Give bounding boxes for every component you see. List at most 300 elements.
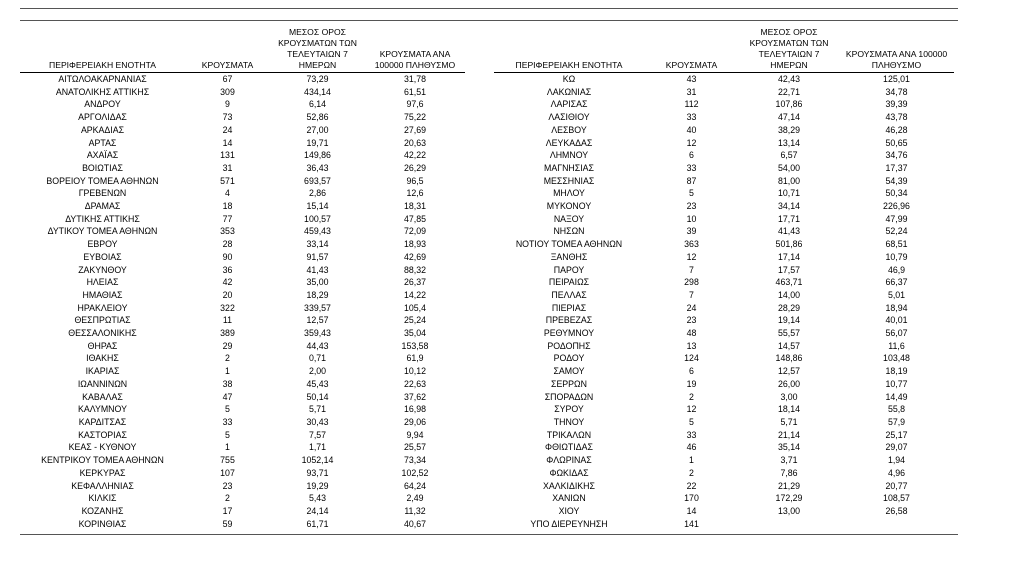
rate-per-100k-cell: 153,58 bbox=[401, 340, 429, 351]
region-name-cell: ΖΑΚΥΝΘΟΥ bbox=[78, 264, 127, 275]
region-name-cell: ΦΛΩΡΙΝΑΣ bbox=[546, 455, 592, 466]
table-row bbox=[20, 213, 465, 226]
rate-per-100k-cell: 25,57 bbox=[403, 442, 426, 453]
region-name-cell: ΚΟΡΙΝΘΙΑΣ bbox=[78, 518, 127, 529]
region-name-cell: ΥΠΟ ΔΙΕΡΕΥΝΗΣΗ bbox=[530, 518, 608, 529]
rate-per-100k-cell: 18,94 bbox=[885, 302, 908, 313]
avg-7day-cell: 35,14 bbox=[777, 442, 800, 453]
cases-cell: 12 bbox=[686, 137, 697, 148]
rate-per-100k-cell: 12,6 bbox=[406, 188, 424, 199]
rate-per-100k-cell: 4,96 bbox=[887, 467, 906, 478]
cases-cell: 29 bbox=[222, 340, 233, 351]
avg-7day-cell: 34,14 bbox=[777, 201, 800, 212]
region-name-cell: ΣΠΟΡΑΔΩΝ bbox=[544, 391, 594, 402]
avg-7day-cell: 35,00 bbox=[306, 277, 329, 288]
avg-7day-cell: 12,57 bbox=[777, 366, 800, 377]
avg-7day-cell: 5,71 bbox=[308, 404, 327, 415]
rate-per-100k-cell: 73,34 bbox=[403, 455, 426, 466]
region-name-cell: ΑΙΤΩΛΟΑΚΑΡΝΑΝΙΑΣ bbox=[58, 74, 147, 84]
region-name-cell: ΣΥΡΟΥ bbox=[554, 404, 584, 415]
avg-7day-cell: 13,00 bbox=[777, 505, 800, 516]
rate-per-100k-cell: 46,9 bbox=[887, 264, 906, 275]
table-row bbox=[494, 276, 954, 289]
rate-per-100k-cell: 14,22 bbox=[403, 289, 426, 300]
cases-cell: 31 bbox=[686, 86, 697, 97]
region-name-cell: ΤΡΙΚΑΛΩΝ bbox=[546, 429, 592, 440]
table-row bbox=[494, 480, 954, 493]
rate-per-100k-cell: 40,67 bbox=[403, 518, 426, 529]
region-name-cell: ΗΜΑΘΙΑΣ bbox=[82, 289, 123, 300]
cases-cell: 9 bbox=[225, 99, 230, 110]
region-name-cell: ΕΒΡΟΥ bbox=[87, 239, 118, 250]
table-row bbox=[20, 429, 465, 442]
avg-7day-cell: 434,14 bbox=[304, 86, 331, 97]
cases-cell: 17 bbox=[222, 505, 233, 516]
avg-7day-cell: 41,43 bbox=[777, 226, 800, 237]
cases-cell: 112 bbox=[684, 99, 699, 110]
table-row bbox=[20, 86, 465, 99]
region-name-cell: ΙΩΑΝΝΙΝΩΝ bbox=[77, 378, 128, 389]
avg-7day-cell: 24,14 bbox=[306, 505, 329, 516]
table-row bbox=[20, 302, 465, 315]
cases-cell: 5 bbox=[225, 404, 230, 415]
cases-cell: 298 bbox=[684, 277, 699, 288]
rate-per-100k-cell: 9,94 bbox=[406, 429, 424, 440]
table-row bbox=[20, 124, 465, 137]
avg-7day-cell: 19,71 bbox=[306, 137, 329, 148]
table-row bbox=[20, 340, 465, 353]
region-name-cell: ΜΥΚΟΝΟΥ bbox=[546, 201, 592, 212]
avg-7day-cell: 19,29 bbox=[306, 480, 329, 491]
region-name-cell: ΛΑΚΩΝΙΑΣ bbox=[546, 86, 592, 97]
header-avg bbox=[739, 27, 839, 73]
cases-cell: 38 bbox=[222, 378, 233, 389]
avg-7day-cell: 18,29 bbox=[306, 289, 329, 300]
cases-cell: 7 bbox=[689, 264, 694, 275]
cases-cell: 77 bbox=[222, 213, 233, 224]
table-row bbox=[20, 98, 465, 111]
cases-cell: 24 bbox=[222, 124, 233, 135]
avg-7day-cell: 93,71 bbox=[306, 467, 329, 478]
rate-per-100k-cell: 97,6 bbox=[406, 99, 424, 110]
avg-7day-cell: 6,14 bbox=[308, 99, 327, 110]
avg-7day-cell: 6,57 bbox=[780, 150, 798, 161]
table-row bbox=[20, 111, 465, 124]
table-row bbox=[494, 454, 954, 467]
cases-cell: 47 bbox=[222, 391, 233, 402]
region-name-cell: ΝΗΣΩΝ bbox=[553, 226, 585, 237]
region-name-cell: ΛΕΣΒΟΥ bbox=[551, 124, 587, 135]
rate-per-100k-cell: 72,09 bbox=[403, 226, 426, 237]
cases-cell: 107 bbox=[220, 467, 235, 478]
region-name-cell: ΠΕΛΛΑΣ bbox=[551, 289, 587, 300]
header-region: ΠΕΡΙΦΕΡΕΙΑΚΗ ΕΝΟΤΗΤΑ bbox=[20, 27, 185, 73]
header-cases: ΚΡΟΥΣΜΑΤΑ bbox=[185, 27, 270, 73]
region-name-cell: ΚΕΦΑΛΛΗΝΙΑΣ bbox=[71, 480, 134, 491]
avg-7day-cell: 81,00 bbox=[777, 175, 800, 186]
avg-7day-cell: 0,71 bbox=[308, 353, 327, 364]
table-row bbox=[20, 378, 465, 391]
avg-7day-cell: 52,86 bbox=[306, 112, 329, 123]
cases-cell: 2 bbox=[225, 493, 230, 504]
avg-7day-cell: 148,86 bbox=[775, 353, 803, 364]
region-name-cell: ΚΑΡΔΙΤΣΑΣ bbox=[78, 416, 127, 427]
avg-7day-cell: 54,00 bbox=[777, 162, 800, 173]
table-row bbox=[20, 137, 465, 150]
rate-per-100k-cell: 96,5 bbox=[406, 175, 424, 186]
table-row bbox=[494, 505, 954, 518]
cases-cell: 1 bbox=[225, 442, 230, 453]
region-name-cell: ΛΑΡΙΣΑΣ bbox=[550, 99, 588, 110]
header-rate bbox=[365, 27, 465, 73]
rate-per-100k-cell: 31,78 bbox=[403, 74, 426, 84]
rate-per-100k-cell: 125,01 bbox=[883, 74, 910, 84]
table-body-right bbox=[494, 73, 954, 531]
rate-per-100k-cell bbox=[839, 518, 954, 531]
avg-7day-cell: 50,14 bbox=[306, 391, 329, 402]
rate-per-100k-cell: 55,8 bbox=[887, 404, 906, 415]
region-name-cell: ΜΑΓΝΗΣΙΑΣ bbox=[544, 162, 594, 173]
rate-per-100k-cell: 29,07 bbox=[885, 442, 908, 453]
rate-per-100k-cell: 11,6 bbox=[888, 340, 905, 351]
cases-cell: 11 bbox=[222, 315, 233, 326]
rate-per-100k-cell: 50,65 bbox=[885, 137, 908, 148]
cases-cell: 20 bbox=[222, 289, 233, 300]
region-name-cell: ΞΑΝΘΗΣ bbox=[550, 251, 588, 262]
cases-cell: 23 bbox=[686, 315, 697, 326]
cases-cell: 1 bbox=[225, 366, 230, 377]
cases-cell: 571 bbox=[220, 175, 235, 186]
table-row bbox=[494, 251, 954, 264]
rate-per-100k-cell: 18,19 bbox=[885, 366, 908, 377]
cases-cell: 2 bbox=[689, 391, 694, 402]
table-row bbox=[20, 441, 465, 454]
cases-cell: 36 bbox=[222, 264, 233, 275]
rate-per-100k-cell: 42,69 bbox=[403, 251, 426, 262]
table-row bbox=[20, 251, 465, 264]
region-name-cell: ΠΡΕΒΕΖΑΣ bbox=[545, 315, 593, 326]
table-row bbox=[20, 187, 465, 200]
cases-cell: 2 bbox=[689, 467, 694, 478]
cases-cell: 14 bbox=[222, 137, 233, 148]
avg-7day-cell: 61,71 bbox=[306, 518, 329, 529]
cases-cell: 353 bbox=[220, 226, 235, 237]
region-name-cell: ΛΗΜΝΟΥ bbox=[549, 150, 589, 161]
avg-7day-cell: 21,29 bbox=[777, 480, 800, 491]
cases-cell: 6 bbox=[689, 366, 694, 377]
cases-cell: 755 bbox=[220, 455, 235, 466]
rate-per-100k-cell: 54,39 bbox=[885, 175, 908, 186]
cases-cell: 7 bbox=[689, 289, 694, 300]
table-row bbox=[494, 518, 954, 531]
cases-cell: 90 bbox=[222, 251, 233, 262]
table-row bbox=[494, 441, 954, 454]
rate-per-100k-cell: 25,24 bbox=[403, 315, 426, 326]
table-row bbox=[494, 429, 954, 442]
region-name-cell: ΘΕΣΣΑΛΟΝΙΚΗΣ bbox=[68, 328, 137, 339]
table-row bbox=[20, 225, 465, 238]
avg-7day-cell: 15,14 bbox=[306, 201, 329, 212]
cases-cell: 87 bbox=[686, 175, 697, 186]
table-row bbox=[20, 505, 465, 518]
rate-per-100k-cell: 2,49 bbox=[406, 493, 424, 504]
table-row bbox=[494, 492, 954, 505]
header-avg bbox=[270, 27, 365, 73]
region-name-cell: ΡΕΘΥΜΝΟΥ bbox=[543, 328, 595, 339]
cases-cell: 19 bbox=[686, 378, 697, 389]
header-avg-text: ΜΕΣΟΣ ΟΡΟΣ ΚΡΟΥΣΜΑΤΩΝ ΤΩΝ ΤΕΛΕΥΤΑΙΩΝ 7 ΗΜΕΡΩΝ bbox=[749, 27, 829, 70]
cases-cell: 124 bbox=[684, 353, 699, 364]
cases-table-left bbox=[20, 27, 465, 530]
rate-per-100k-cell: 88,32 bbox=[403, 264, 426, 275]
rate-per-100k-cell: 105,4 bbox=[403, 302, 426, 313]
cases-cell: 10 bbox=[686, 213, 697, 224]
region-name-cell: ΝΑΞΟΥ bbox=[553, 213, 585, 224]
region-name-cell: ΚΟΖΑΝΗΣ bbox=[81, 505, 124, 516]
avg-7day-cell: 17,57 bbox=[777, 264, 800, 275]
avg-7day-cell: 18,14 bbox=[777, 404, 800, 415]
table-row bbox=[494, 314, 954, 327]
table-row bbox=[494, 352, 954, 365]
region-name-cell: ΑΡΚΑΔΙΑΣ bbox=[80, 124, 125, 135]
cases-cell: 1 bbox=[689, 455, 694, 466]
avg-7day-cell: 33,14 bbox=[306, 239, 329, 250]
region-name-cell: ΝΟΤΙΟΥ ΤΟΜΕΑ ΑΘΗΝΩΝ bbox=[515, 239, 623, 250]
cases-cell: 42 bbox=[222, 277, 233, 288]
cases-cell: 39 bbox=[686, 226, 697, 237]
avg-7day-cell: 47,14 bbox=[777, 112, 800, 123]
table-row bbox=[20, 238, 465, 251]
header-region: ΠΕΡΙΦΕΡΕΙΑΚΗ ΕΝΟΤΗΤΑ bbox=[494, 27, 644, 73]
rate-per-100k-cell: 68,51 bbox=[885, 239, 908, 250]
rate-per-100k-cell: 29,06 bbox=[403, 416, 426, 427]
table-row bbox=[494, 289, 954, 302]
region-name-cell: ΓΡΕΒΕΝΩΝ bbox=[78, 188, 127, 199]
table-row bbox=[20, 327, 465, 340]
region-name-cell: ΑΝΔΡΟΥ bbox=[84, 99, 121, 110]
avg-7day-cell: 45,43 bbox=[306, 378, 329, 389]
rate-per-100k-cell: 42,22 bbox=[403, 150, 426, 161]
cases-cell: 14 bbox=[686, 505, 697, 516]
region-name-cell: ΒΟΙΩΤΙΑΣ bbox=[82, 162, 123, 173]
region-name-cell: ΑΝΑΤΟΛΙΚΗΣ ΑΤΤΙΚΗΣ bbox=[55, 86, 150, 97]
rate-per-100k-cell: 102,52 bbox=[401, 467, 429, 478]
cases-cell: 13 bbox=[686, 340, 697, 351]
table-row bbox=[494, 340, 954, 353]
region-name-cell: ΕΥΒΟΙΑΣ bbox=[83, 251, 122, 262]
table-row bbox=[494, 111, 954, 124]
table-row bbox=[494, 200, 954, 213]
table-row bbox=[494, 137, 954, 150]
rate-per-100k-cell: 18,31 bbox=[403, 201, 426, 212]
rate-per-100k-cell: 103,48 bbox=[883, 353, 910, 364]
rate-per-100k-cell: 43,78 bbox=[885, 112, 908, 123]
avg-7day-cell bbox=[739, 518, 839, 531]
avg-7day-cell: 3,00 bbox=[780, 391, 798, 402]
region-name-cell: ΛΑΣΙΘΙΟΥ bbox=[548, 112, 590, 123]
region-name-cell: ΚΙΛΚΙΣ bbox=[88, 493, 117, 504]
rate-per-100k-cell: 17,37 bbox=[885, 162, 908, 173]
table-row bbox=[20, 365, 465, 378]
cases-cell: 24 bbox=[686, 302, 697, 313]
region-name-cell: ΒΟΡΕΙΟΥ ΤΟΜΕΑ ΑΘΗΝΩΝ bbox=[46, 175, 159, 186]
table-row bbox=[20, 467, 465, 480]
rate-per-100k-cell: 26,58 bbox=[885, 505, 908, 516]
avg-7day-cell: 10,71 bbox=[777, 188, 800, 199]
region-name-cell: ΘΕΣΠΡΩΤΙΑΣ bbox=[74, 315, 131, 326]
rate-per-100k-cell: 5,01 bbox=[887, 289, 906, 300]
region-name-cell: ΑΡΓΟΛΙΔΑΣ bbox=[78, 112, 127, 123]
cases-cell: 309 bbox=[220, 86, 235, 97]
cases-cell: 12 bbox=[686, 404, 697, 415]
cases-cell: 6 bbox=[689, 150, 694, 161]
table-row bbox=[494, 365, 954, 378]
avg-7day-cell: 1,71 bbox=[308, 442, 327, 453]
region-name-cell: ΚΕΝΤΡΙΚΟΥ ΤΟΜΕΑ ΑΘΗΝΩΝ bbox=[41, 455, 164, 466]
table-row bbox=[494, 73, 954, 86]
avg-7day-cell: 2,86 bbox=[308, 188, 327, 199]
region-name-cell: ΡΟΔΟΥ bbox=[553, 353, 585, 364]
region-name-cell: ΦΩΚΙΔΑΣ bbox=[549, 467, 589, 478]
table-row bbox=[20, 352, 465, 365]
table-row bbox=[20, 264, 465, 277]
avg-7day-cell: 42,43 bbox=[777, 74, 800, 84]
table-row bbox=[20, 175, 465, 188]
rate-per-100k-cell: 35,04 bbox=[403, 328, 426, 339]
avg-7day-cell: 73,29 bbox=[306, 74, 329, 84]
cases-cell: 33 bbox=[222, 416, 233, 427]
bottom-rule bbox=[20, 534, 958, 535]
avg-7day-cell: 14,57 bbox=[777, 340, 800, 351]
cases-cell: 73 bbox=[222, 112, 233, 123]
avg-7day-cell: 13,14 bbox=[777, 137, 800, 148]
region-name-cell: ΜΕΣΣΗΝΙΑΣ bbox=[543, 175, 595, 186]
cases-cell: 48 bbox=[686, 328, 697, 339]
table-row bbox=[494, 416, 954, 429]
rate-per-100k-cell: 26,29 bbox=[403, 162, 426, 173]
cases-cell: 33 bbox=[686, 162, 697, 173]
region-name-cell: ΜΗΛΟΥ bbox=[553, 188, 585, 199]
region-name-cell: ΣΑΜΟΥ bbox=[553, 366, 585, 377]
header-cases: ΚΡΟΥΣΜΑΤΑ bbox=[644, 27, 739, 73]
region-name-cell: ΚΑΣΤΟΡΙΑΣ bbox=[78, 429, 127, 440]
avg-7day-cell: 27,00 bbox=[306, 124, 329, 135]
table-row bbox=[494, 149, 954, 162]
region-name-cell: ΑΧΑΪΑΣ bbox=[86, 150, 119, 161]
top-rule-inner bbox=[20, 20, 958, 21]
header-avg-text: ΜΕΣΟΣ ΟΡΟΣ ΚΡΟΥΣΜΑΤΩΝ ΤΩΝ ΤΕΛΕΥΤΑΙΩΝ 7 ΗΜΕΡΩΝ bbox=[278, 27, 357, 70]
cases-cell: 22 bbox=[686, 480, 697, 491]
region-name-cell: ΔΥΤΙΚΟΥ ΤΟΜΕΑ ΑΘΗΝΩΝ bbox=[47, 226, 158, 237]
rate-per-100k-cell: 52,24 bbox=[885, 226, 908, 237]
avg-7day-cell: 19,14 bbox=[777, 315, 800, 326]
cases-cell: 2 bbox=[225, 353, 230, 364]
region-name-cell: ΘΗΡΑΣ bbox=[87, 340, 118, 351]
region-name-cell: ΑΡΤΑΣ bbox=[88, 137, 117, 148]
rate-per-100k-cell: 18,93 bbox=[403, 239, 426, 250]
header-rate bbox=[839, 27, 954, 73]
header-rate-text: ΚΡΟΥΣΜΑΤΑ ΑΝΑ 100000 ΠΛΗΘΥΣΜΟ bbox=[845, 49, 948, 70]
rate-per-100k-cell: 64,24 bbox=[403, 480, 426, 491]
table-row bbox=[20, 454, 465, 467]
rate-per-100k-cell: 37,62 bbox=[403, 391, 426, 402]
table-row bbox=[494, 175, 954, 188]
cases-cell: 59 bbox=[222, 518, 233, 529]
avg-7day-cell: 30,43 bbox=[306, 416, 329, 427]
table-row bbox=[494, 327, 954, 340]
region-name-cell: ΛΕΥΚΑΔΑΣ bbox=[545, 137, 593, 148]
avg-7day-cell: 100,57 bbox=[304, 213, 331, 224]
region-name-cell: ΤΗΝΟΥ bbox=[553, 416, 585, 427]
rate-per-100k-cell: 26,37 bbox=[403, 277, 426, 288]
avg-7day-cell: 21,14 bbox=[777, 429, 800, 440]
avg-7day-cell: 2,00 bbox=[308, 366, 327, 377]
region-name-cell: ΚΑΒΑΛΑΣ bbox=[82, 391, 123, 402]
rate-per-100k-cell: 61,51 bbox=[403, 86, 426, 97]
rate-per-100k-cell: 27,69 bbox=[403, 124, 426, 135]
rate-per-100k-cell: 50,34 bbox=[885, 188, 908, 199]
rate-per-100k-cell: 10,77 bbox=[885, 378, 908, 389]
rate-per-100k-cell: 14,49 bbox=[885, 391, 908, 402]
table-row bbox=[20, 162, 465, 175]
avg-7day-cell: 359,43 bbox=[304, 328, 331, 339]
rate-per-100k-cell: 108,57 bbox=[883, 493, 910, 504]
table-row bbox=[494, 187, 954, 200]
region-name-cell: ΚΕΑΣ - ΚΥΘΝΟΥ bbox=[68, 442, 137, 453]
rate-per-100k-cell: 40,01 bbox=[885, 315, 908, 326]
cases-cell: 363 bbox=[684, 239, 699, 250]
header-rate-text: ΚΡΟΥΣΜΑΤΑ ΑΝΑ 100000 ΠΛΗΘΥΣΜΟ bbox=[374, 49, 456, 70]
rate-per-100k-cell: 1,94 bbox=[887, 455, 906, 466]
avg-7day-cell: 44,43 bbox=[306, 340, 329, 351]
cases-cell: 46 bbox=[686, 442, 697, 453]
avg-7day-cell: 14,00 bbox=[777, 289, 800, 300]
rate-per-100k-cell: 56,07 bbox=[885, 328, 908, 339]
cases-cell: 40 bbox=[686, 124, 697, 135]
avg-7day-cell: 459,43 bbox=[304, 226, 331, 237]
region-name-cell: ΠΕΙΡΑΙΩΣ bbox=[548, 277, 590, 288]
table-row bbox=[20, 403, 465, 416]
top-rule bbox=[20, 8, 958, 9]
avg-7day-cell: 107,86 bbox=[775, 99, 803, 110]
cases-cell: 5 bbox=[689, 416, 694, 427]
left-table-panel bbox=[20, 27, 465, 530]
region-name-cell: ΠΙΕΡΙΑΣ bbox=[551, 302, 587, 313]
table-row bbox=[20, 289, 465, 302]
region-name-cell: ΔΡΑΜΑΣ bbox=[84, 201, 121, 212]
table-row bbox=[494, 238, 954, 251]
avg-7day-cell: 38,29 bbox=[777, 124, 800, 135]
region-name-cell: ΚΑΛΥΜΝΟΥ bbox=[78, 404, 127, 415]
cases-cell: 12 bbox=[686, 251, 697, 262]
avg-7day-cell: 463,71 bbox=[775, 277, 803, 288]
rate-per-100k-cell: 66,37 bbox=[885, 277, 908, 288]
avg-7day-cell: 3,71 bbox=[780, 455, 798, 466]
avg-7day-cell: 91,57 bbox=[306, 251, 329, 262]
region-name-cell: ΔΥΤΙΚΗΣ ΑΤΤΙΚΗΣ bbox=[65, 213, 140, 224]
right-table-panel bbox=[494, 27, 954, 530]
table-row bbox=[494, 467, 954, 480]
avg-7day-cell: 41,43 bbox=[306, 264, 329, 275]
rate-per-100k-cell: 10,79 bbox=[885, 251, 908, 262]
rate-per-100k-cell: 226,96 bbox=[883, 201, 910, 212]
table-row bbox=[494, 213, 954, 226]
rate-per-100k-cell: 75,22 bbox=[403, 112, 426, 123]
avg-7day-cell: 693,57 bbox=[304, 175, 331, 186]
cases-cell: 131 bbox=[220, 150, 235, 161]
avg-7day-cell: 22,71 bbox=[777, 86, 800, 97]
avg-7day-cell: 501,86 bbox=[775, 239, 803, 250]
